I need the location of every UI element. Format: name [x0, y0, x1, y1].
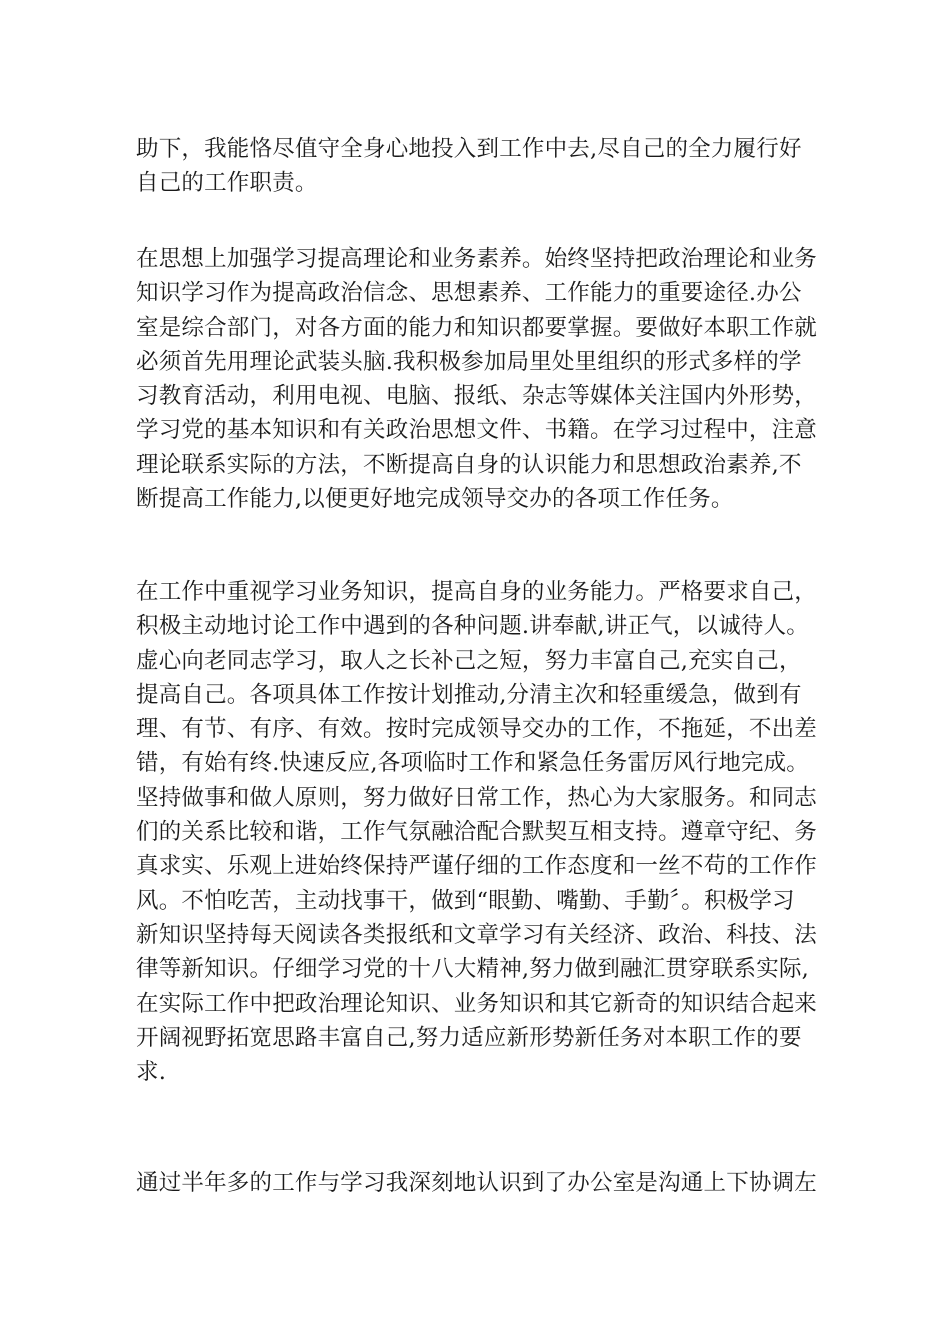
text-line: 习教育活动，利用电视、电脑、报纸、杂志等媒体关注国内外形势，	[136, 383, 818, 410]
text-line: 开阔视野拓宽思路丰富自己,努力适应新形势新任务对本职工作的要	[136, 1024, 802, 1051]
text-line: 在工作中重视学习业务知识，提高自身的业务能力。严格要求自己，	[136, 579, 818, 605]
text-line: 必须首先用理论武装头脑.我积极参加局里处里组织的形式多样的学	[136, 348, 802, 375]
text-line: 律等新知识。仔细学习党的十八大精神,努力做到融汇贯穿联系实际,	[136, 956, 810, 983]
text-line: 助下，我能恪尽值守全身心地投入到工作中去,尽自己的全力履行好	[136, 136, 802, 162]
text-line: 提高自己。各项具体工作按计划推动,分清主次和轻重缓急，做到有	[136, 681, 802, 708]
text-line: 理、有节、有序、有效。按时完成领导交办的工作，不拖延，不出差	[136, 716, 818, 743]
text-line: 错，有始有终.快速反应,各项临时工作和紧急任务雷厉风行地完成。	[136, 750, 810, 777]
text-line: 自己的工作职责。	[136, 170, 318, 197]
paragraph-3	[136, 575, 817, 1089]
paragraph-4	[136, 1166, 817, 1200]
text-line: 求.	[136, 1059, 167, 1086]
text-line: 新知识坚持每天阅读各类报纸和文章学习有关经济、政治、科技、法	[136, 921, 818, 948]
text-line: 风。不怕吃苦，主动找事干，做到“眼勤、嘴勤、手勤〞。积极学习	[136, 887, 795, 914]
text-line: 知识学习作为提高政治信念、思想素养、工作能力的重要途径.办公	[136, 280, 802, 307]
text-line: 积极主动地讨论工作中遇到的各种问题.讲奉献,讲正气，以诚待人。	[136, 613, 810, 640]
paragraph-1	[136, 132, 802, 201]
text-line: 虚心向老同志学习，取人之长补己之短，努力丰富自己,充实自己，	[136, 647, 802, 674]
text-line: 们的关系比较和谐，工作气氛融洽配合默契互相支持。遵章守纪、务	[136, 819, 818, 846]
paragraph-2	[136, 242, 817, 516]
text-line: 断提高工作能力,以便更好地完成领导交办的各项工作任务。	[136, 486, 734, 513]
text-line: 真求实、乐观上进始终保持严谨仔细的工作态度和一丝不苟的工作作	[136, 853, 818, 880]
text-line: 学习党的基本知识和有关政治思想文件、书籍。在学习过程中，注意	[136, 417, 818, 444]
text-line: 理论联系实际的方法，不断提高自身的认识能力和思想政治素养,不	[136, 451, 802, 478]
text-line: 坚持做事和做人原则，努力做好日常工作，热心为大家服务。和同志	[136, 784, 818, 811]
text-line: 通过半年多的工作与学习我深刻地认识到了办公室是沟通上下协调左	[136, 1170, 818, 1196]
text-line: 在思想上加强学习提高理论和业务素养。始终坚持把政治理论和业务	[136, 246, 818, 272]
text-line: 室是综合部门，对各方面的能力和知识都要掌握。要做好本职工作就	[136, 314, 818, 341]
text-line: 在实际工作中把政治理论知识、业务知识和其它新奇的知识结合起来	[136, 990, 818, 1017]
